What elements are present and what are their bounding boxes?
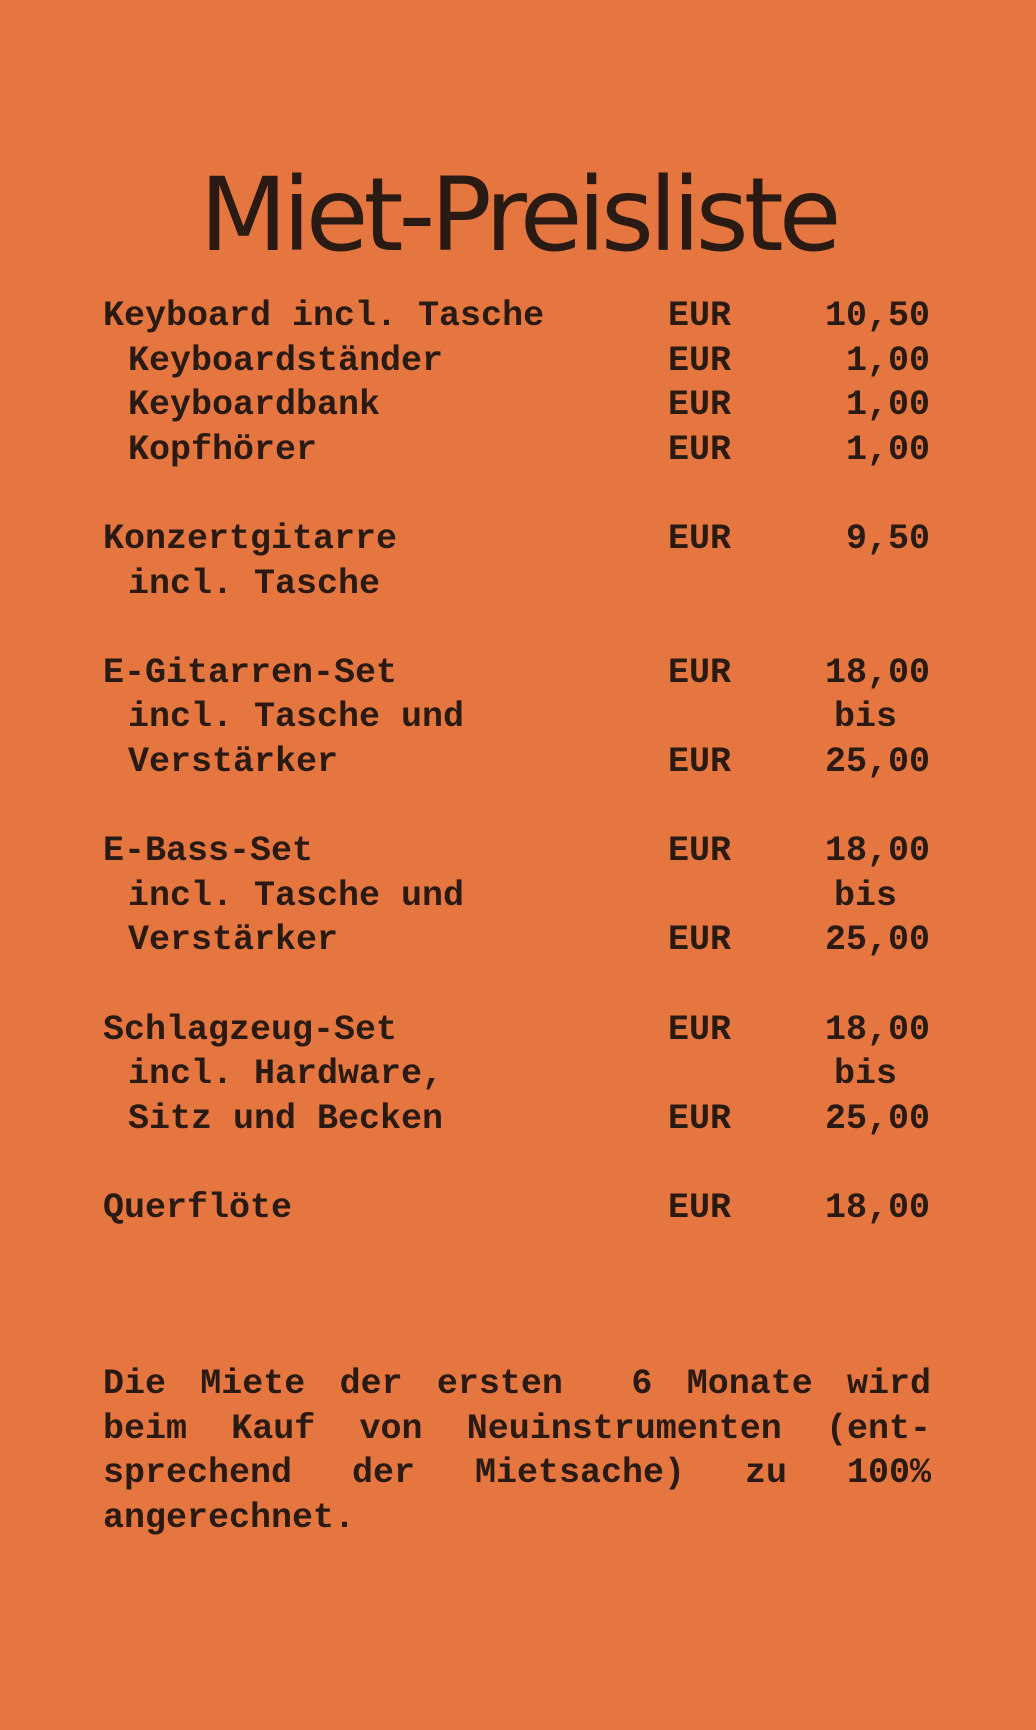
item-currency: EUR (668, 1098, 732, 1139)
item-price: 18,00 (824, 652, 930, 693)
item-price: 25,00 (824, 1098, 930, 1139)
price-row-drum-detail (0, 1052, 1036, 1097)
price-row-bass-set (0, 829, 1036, 874)
item-price: 18,00 (824, 831, 930, 872)
item-label: E-Bass-Set (103, 831, 314, 872)
item-currency: EUR (668, 340, 732, 381)
item-price: 1,00 (845, 385, 930, 426)
price-list (0, 294, 1036, 1230)
item-label: Keyboardständer (128, 340, 444, 381)
item-currency: EUR (668, 1009, 732, 1050)
price-row-concert-guitar (0, 517, 1036, 562)
price-row-keyboard-stand (0, 339, 1036, 384)
item-currency: EUR (668, 1187, 732, 1228)
item-label: incl. Tasche und (128, 697, 465, 738)
price-row-bass-detail (0, 874, 1036, 919)
price-row-keyboard-bench (0, 383, 1036, 428)
rental-credit-note (103, 1362, 931, 1540)
item-label: incl. Hardware, (128, 1054, 444, 1095)
item-label: incl. Tasche und (128, 875, 465, 916)
price-row-flute (0, 1186, 1036, 1231)
price-row-electric-guitar-detail (0, 695, 1036, 740)
item-label: E-Gitarren-Set (103, 652, 398, 693)
price-row-drum-set (0, 1008, 1036, 1053)
price-range-separator: bis (834, 697, 898, 738)
price-row-concert-guitar-detail (0, 562, 1036, 607)
item-currency: EUR (668, 652, 732, 693)
item-price: 10,50 (824, 296, 930, 336)
item-currency: EUR (668, 831, 732, 872)
item-price: 25,00 (824, 741, 930, 782)
note-line: angerechnet. (103, 1497, 356, 1538)
item-price: 18,00 (824, 1187, 930, 1228)
item-label: Verstärker (128, 741, 339, 782)
item-currency: EUR (668, 429, 732, 470)
note-line: sprechend der Mietsache) zu 100% (103, 1453, 931, 1494)
price-range-separator: bis (834, 875, 898, 916)
item-price: 18,00 (824, 1009, 930, 1050)
item-currency: EUR (668, 385, 732, 426)
price-range-separator: bis (834, 1054, 898, 1095)
item-label: Keyboardbank (128, 385, 381, 426)
price-row-drum-cymbals (0, 1097, 1036, 1142)
page-title: Miet-Preisliste (199, 156, 837, 276)
item-price: 9,50 (845, 518, 930, 559)
item-price: 25,00 (824, 920, 930, 961)
item-label: Schlagzeug-Set (103, 1009, 398, 1050)
item-currency: EUR (668, 920, 732, 961)
price-row-bass-amp (0, 918, 1036, 963)
item-label: incl. Tasche (128, 563, 381, 604)
note-line: Die Miete der ersten 6 Monate wird (103, 1364, 931, 1404)
item-price: 1,00 (845, 340, 930, 381)
item-currency: EUR (668, 741, 732, 782)
price-row-electric-guitar-amp (0, 740, 1036, 785)
price-row-electric-guitar-set (0, 651, 1036, 696)
price-row-keyboard (0, 294, 1036, 339)
item-price: 1,00 (845, 429, 930, 470)
item-label: Querflöte (103, 1187, 293, 1228)
item-currency: EUR (668, 518, 732, 559)
item-label: Sitz und Becken (128, 1098, 444, 1139)
item-label: Keyboard incl. Tasche (103, 296, 545, 336)
price-row-headphones (0, 428, 1036, 473)
note-line: beim Kauf von Neuinstrumenten (ent- (103, 1408, 931, 1449)
item-label: Kopfhörer (128, 429, 318, 470)
item-label: Verstärker (128, 920, 339, 961)
item-label: Konzertgitarre (103, 518, 398, 559)
item-currency: EUR (668, 296, 732, 336)
